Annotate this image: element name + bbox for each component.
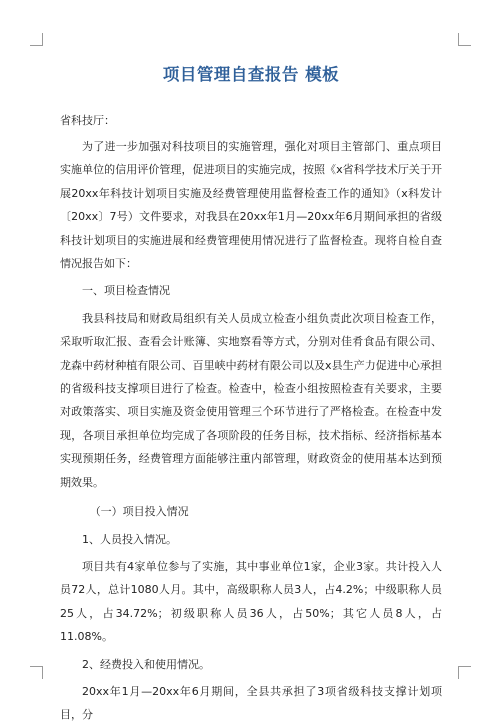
crop-mark-bottom-right (458, 666, 471, 679)
personnel-paragraph: 项目共有4家单位参与了实施，其中事业单位1家，企业3家。共计投入人员72人，总计1080人月。其中，高级职称人员3人，占4.2%；中级职称人员25人，占34.72%；初级职称人员36人，占50%；其它人员8人，占11.08%。 (60, 559, 442, 644)
intro-paragraph: 为了进一步加强对科技项目的实施管理，强化对项目主管部门、重点项目实施单位的信用评价管理，促进项目的实施完成，按照《x省科学技术厅关于开展20xx年科技计划项目实施及经费管理使用监督检查工作的通知》（x科发计〔20xx〕7号）文件要求，对我县在20xx年1月—20xx年6月期间承担的省级科技计划项目的实施进展和经费管理使用情况进行了监督检查。现将自检自查情况报告如下： (60, 140, 442, 271)
crop-mark-bottom-left (30, 666, 43, 679)
document-title: 项目管理自查报告 模板 (162, 65, 340, 84)
funds-paragraph: 20xx年1月—20xx年6月期间，全县共承担了3项省级科技支撑计划项目，分 (60, 684, 442, 722)
section-heading-project-check: 一、项目检查情况 (82, 284, 170, 298)
item-heading-funds: 2、经费投入和使用情况。 (82, 657, 210, 671)
item-heading-personnel: 1、人员投入情况。 (82, 532, 177, 546)
document-page (60, 64, 442, 727)
crop-mark-top-left (30, 33, 43, 46)
subsection-heading-investment: （一）项目投入情况 (89, 505, 189, 519)
project-check-paragraph: 我县科技局和财政局组织有关人员成立检查小组负责此次项目检查工作，采取听取汇报、查看会计账簿、实地察看等方式，分别对佳肴食品有限公司、龙森中药材种植有限公司、百里峡中药材有限公司以及x县生产力促进中心承担的省级科技支撑项目进行了检查。检查中，检查小组按照检查有关要求，主要对政策落实、项目实施及资金使用管理三个环节进行了严格检查。在检查中发现，各项目承担单位均完成了各项阶段的任务目标，技术指标、经济指标基本实现预期任务，经费管理方面能够注重内部管理，财政资金的使用基本达到预期效果。 (60, 311, 442, 489)
salutation: 省科技厅： (60, 114, 115, 127)
crop-mark-top-right (458, 33, 471, 46)
